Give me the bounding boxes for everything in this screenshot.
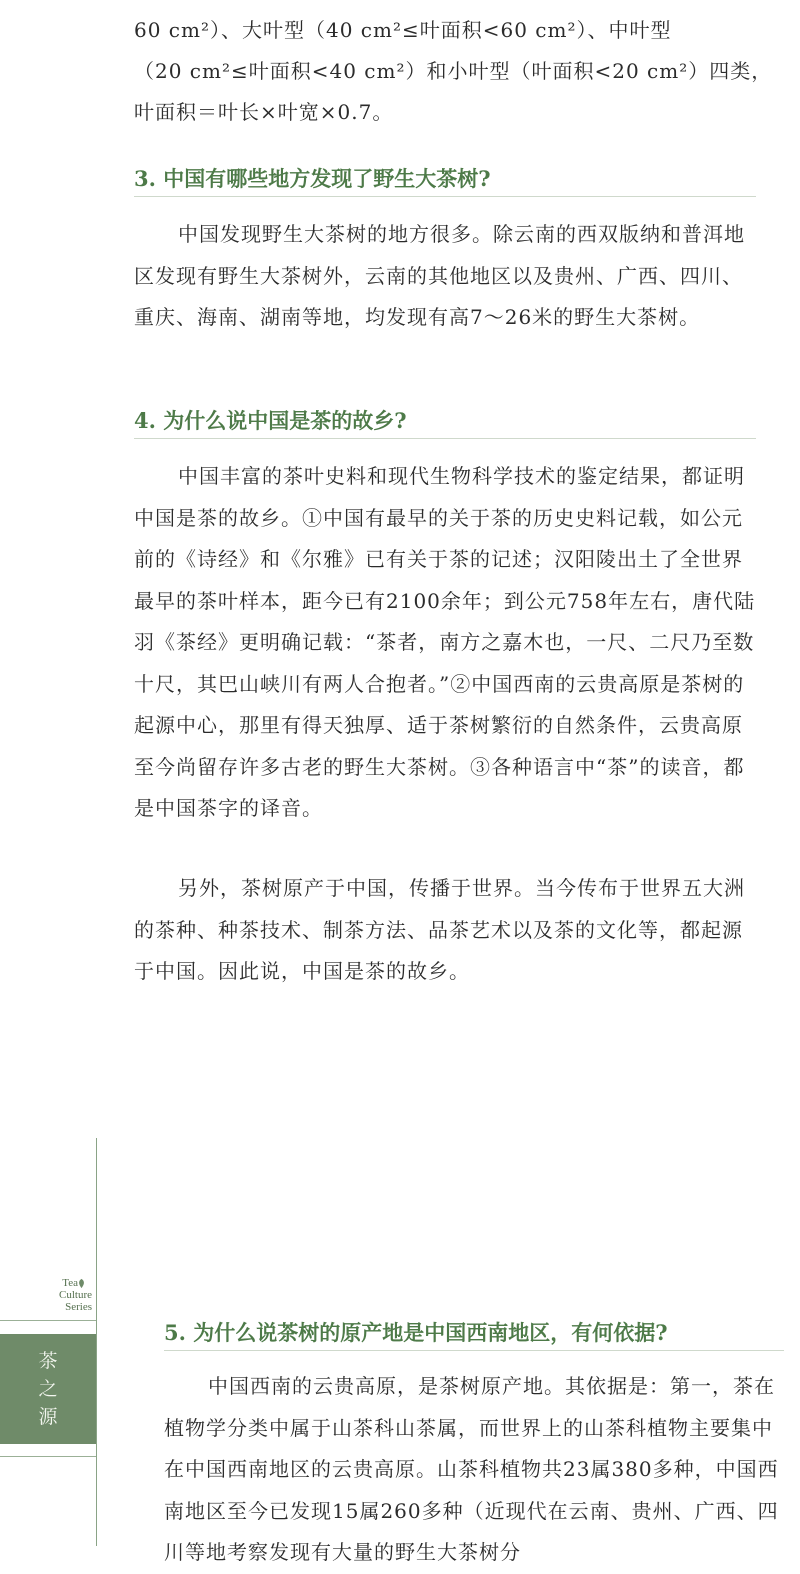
sidebar-separator-top [0, 1320, 96, 1321]
section-heading-5: 5. 为什么说茶树的原产地是中国西南地区，有何依据? [164, 1318, 784, 1351]
section-heading-3: 3. 中国有哪些地方发现了野生大茶树? [134, 164, 756, 197]
section-4-paragraph-2: 另外，茶树原产于中国，传播于世界。当今传布于世界五大洲的茶种、种茶技术、制茶方法、品茶艺术以及茶的文化等，都起源于中国。因此说，中国是茶的故乡。 [134, 876, 745, 983]
section-3-paragraph-1: 中国发现野生大茶树的地方很多。除云南的西双版纳和普洱地区发现有野生大茶树外，云南的其他地区以及贵州、广西、四川、重庆、海南、湖南等地，均发现有高7～26米的野生大茶树。 [134, 222, 745, 329]
chapter-tab [0, 1334, 96, 1444]
series-logo-line-2: Culture [59, 1289, 92, 1301]
sidebar-separator-bottom [0, 1456, 96, 1457]
chapter-tab-char-1: 茶 [38, 1350, 58, 1372]
chapter-tab-char-2: 之 [38, 1378, 58, 1400]
intro-line-2: （20 cm²≤叶面积<40 cm²）和小叶型（叶面积<20 cm²）四类， [134, 59, 773, 83]
intro-line-3: 叶面积＝叶长×叶宽×0.7。 [134, 100, 394, 124]
chapter-tab-char-3: 源 [38, 1406, 58, 1428]
tea-leaf-icon [76, 1278, 87, 1289]
intro-line-1: 60 cm²）、大叶型（40 cm²≤叶面积<60 cm²）、中叶型 [134, 18, 672, 42]
series-logo-line-1: Tea [62, 1277, 78, 1289]
series-logo-line-3: Series [65, 1301, 92, 1313]
section-heading-4: 4. 为什么说中国是茶的故乡? [134, 406, 756, 439]
section-5-paragraph-1: 中国西南的云贵高原，是茶树原产地。其依据是：第一，茶在植物学分类中属于山茶科山茶属，而世界上的山茶科植物主要集中在中国西南地区的云贵高原。山茶科植物共23属380多种，中国西南地区至今已发现15属260多种（近现代在云南、贵州、广西、四川等地考察发现有大量的野生大茶树分 [164, 1374, 779, 1564]
sidebar-vertical-rule [96, 1138, 97, 1546]
section-4-paragraph-1: 中国丰富的茶叶史料和现代生物科学技术的鉴定结果，都证明中国是茶的故乡。①中国有最早的关于茶的历史史料记载，如公元前的《诗经》和《尔雅》已有关于茶的记述；汉阳陵出土了全世界最早的茶叶样本，距今已有2100余年；到公元758年左右，唐代陆羽《茶经》更明确记载：“茶者，南方之嘉木也，一尺、二尺乃至数十尺，其巴山峡川有两人合抱者。”②中国西南的云贵高原是茶树的起源中心，那里有得天独厚、适于茶树繁衍的自然条件，云贵高原至今尚留存许多古老的野生大茶树。③各种语言中“茶”的读音，都是中国茶字的译音。 [134, 464, 756, 820]
